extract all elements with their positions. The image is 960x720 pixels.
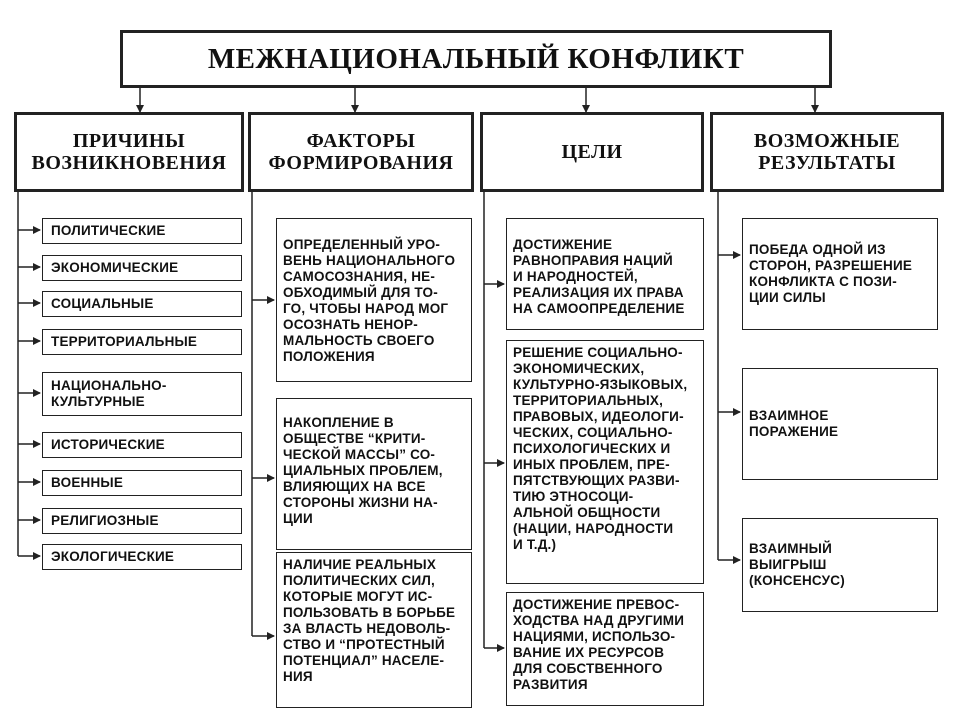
factor-critical-mass: НАКОПЛЕНИЕ В ОБЩЕСТВЕ “КРИТИ- ЧЕСКОЙ МАССЫ” СО- ЦИАЛЬНЫХ ПРОБЛЕМ, ВЛИЯЮЩИХ НА ВСЕ СТОРОНЫ ЖИЗНИ НА- ЦИИ — [276, 398, 472, 550]
header-goals: ЦЕЛИ — [480, 112, 704, 192]
result-mutual-defeat: ВЗАИМНОЕ ПОРАЖЕНИЕ — [742, 368, 938, 480]
factor-political-forces: НАЛИЧИЕ РЕАЛЬНЫХ ПОЛИТИЧЕСКИХ СИЛ, КОТОРЫЕ МОГУТ ИС- ПОЛЬЗОВАТЬ В БОРЬБЕ ЗА ВЛАСТЬ НЕДОВОЛЬ- СТВО И “ПРОТЕСТНЫЙ ПОТЕНЦИАЛ” НАСЕЛЕ- НИЯ — [276, 552, 472, 708]
cause-ecological: ЭКОЛОГИЧЕСКИЕ — [42, 544, 242, 570]
cause-national-cultural: НАЦИОНАЛЬНО- КУЛЬТУРНЫЕ — [42, 372, 242, 416]
goal-equality: ДОСТИЖЕНИЕ РАВНОПРАВИЯ НАЦИЙ И НАРОДНОСТЕЙ, РЕАЛИЗАЦИЯ ИХ ПРАВА НА САМООПРЕДЕЛЕНИЕ — [506, 218, 704, 330]
cause-historical: ИСТОРИЧЕСКИЕ — [42, 432, 242, 458]
cause-economic: ЭКОНОМИЧЕСКИЕ — [42, 255, 242, 281]
header-results: ВОЗМОЖНЫЕ РЕЗУЛЬТАТЫ — [710, 112, 944, 192]
result-victory: ПОБЕДА ОДНОЙ ИЗ СТОРОН, РАЗРЕШЕНИЕ КОНФЛИКТА С ПОЗИ- ЦИИ СИЛЫ — [742, 218, 938, 330]
cause-social: СОЦИАЛЬНЫЕ — [42, 291, 242, 317]
header-factors: ФАКТОРЫ ФОРМИРОВАНИЯ — [248, 112, 474, 192]
cause-territorial: ТЕРРИТОРИАЛЬНЫЕ — [42, 329, 242, 355]
diagram-title: МЕЖНАЦИОНАЛЬНЫЙ КОНФЛИКТ — [120, 30, 832, 88]
result-consensus: ВЗАИМНЫЙ ВЫИГРЫШ (КОНСЕНСУС) — [742, 518, 938, 612]
cause-political: ПОЛИТИЧЕСКИЕ — [42, 218, 242, 244]
goal-superiority: ДОСТИЖЕНИЕ ПРЕВОС- ХОДСТВА НАД ДРУГИМИ НАЦИЯМИ, ИСПОЛЬЗО- ВАНИЕ ИХ РЕСУРСОВ ДЛЯ СОБСТВЕННОГО РАЗВИТИЯ — [506, 592, 704, 706]
header-causes: ПРИЧИНЫ ВОЗНИКНОВЕНИЯ — [14, 112, 244, 192]
cause-military: ВОЕННЫЕ — [42, 470, 242, 496]
goal-problem-solving: РЕШЕНИЕ СОЦИАЛЬНО- ЭКОНОМИЧЕСКИХ, КУЛЬТУРНО-ЯЗЫКОВЫХ, ТЕРРИТОРИАЛЬНЫХ, ПРАВОВЫХ, ИДЕОЛОГИ- ЧЕСКИХ, СОЦИАЛЬНО- ПСИХОЛОГИЧЕСКИХ И ИНЫХ ПРОБЛЕМ, ПРЕ- ПЯТСТВУЮЩИХ РАЗВИ- ТИЮ ЭТНОСОЦИ- АЛЬНОЙ ОБЩНОСТИ (НАЦИИ, НАРОДНОСТИ И Т.Д.) — [506, 340, 704, 584]
cause-religious: РЕЛИГИОЗНЫЕ — [42, 508, 242, 534]
factor-self-awareness: ОПРЕДЕЛЕННЫЙ УРО- ВЕНЬ НАЦИОНАЛЬНОГО САМОСОЗНАНИЯ, НЕ- ОБХОДИМЫЙ ДЛЯ ТО- ГО, ЧТОБЫ НАРОД МОГ ОСОЗНАТЬ НЕНОР- МАЛЬНОСТЬ СВОЕГО ПОЛОЖЕНИЯ — [276, 218, 472, 382]
